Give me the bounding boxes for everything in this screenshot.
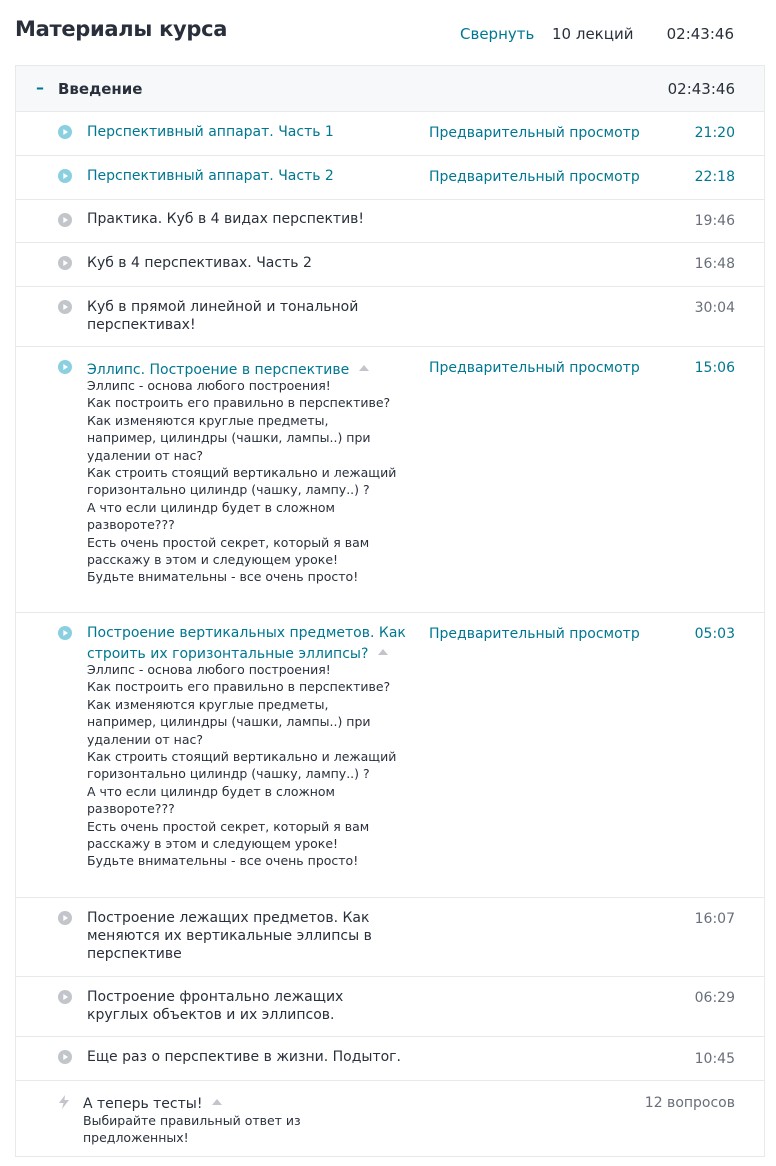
lecture-description: Эллипс - основа любого построения! Как построить его правильно в перспективе? Как изменяются круглые предметы, например, цилиндры (чашки, лампы..) при удалении от нас? Как строить стоящий вертикально и лежащий горизонтально цилиндр (чашку, лампу..) ? А что если цилиндр будет в сложном развороте??? Есть очень простой секрет, который я вам расскажу в этом и следующем уроке! Будьте внимательны - все очень просто! — [87, 662, 397, 869]
lecture-duration: 05:03 — [694, 626, 735, 642]
page-title: Материалы курса — [15, 17, 228, 41]
caret-up-icon[interactable] — [378, 642, 388, 660]
lecture-title: Построение лежащих предметов. Как меняются их вертикальные эллипсы в перспективе — [87, 910, 372, 962]
section-title: Введение — [58, 80, 143, 98]
lecture-title: Построение фронтально лежащих круглых объектов и их эллипсов. — [87, 989, 344, 1023]
caret-up-icon[interactable] — [212, 1093, 222, 1109]
lecture-row[interactable] — [16, 156, 764, 200]
play-circle-icon — [58, 300, 72, 314]
quiz-title-text[interactable]: А теперь тесты! — [83, 1096, 203, 1112]
lecture-row[interactable] — [16, 898, 764, 977]
lecture-row[interactable] — [16, 200, 764, 243]
lectures-count: 10 лекций — [552, 25, 634, 43]
play-circle-icon — [58, 256, 72, 270]
lecture-title: Куб в прямой линейной и тональной перспективах! — [87, 299, 359, 333]
play-circle-icon — [58, 1050, 72, 1064]
play-circle-icon — [58, 169, 72, 183]
lecture-title: Куб в 4 перспективах. Часть 2 — [87, 255, 312, 271]
section-panel — [15, 65, 765, 1157]
play-circle-icon — [58, 125, 72, 139]
lecture-title[interactable] — [87, 358, 417, 379]
lecture-title: Практика. Куб в 4 видах перспектив! — [87, 211, 365, 227]
lecture-duration: 30:04 — [694, 300, 735, 316]
lecture-duration: 21:20 — [694, 125, 735, 141]
lecture-duration: 15:06 — [694, 360, 735, 376]
preview-link[interactable]: Предварительный просмотр — [429, 125, 640, 141]
lecture-description: Эллипс - основа любого построения! Как построить его правильно в перспективе? Как изменяются круглые предметы, например, цилиндры (чашки, лампы..) при удалении от нас? Как строить стоящий вертикально и лежащий горизонтально цилиндр (чашку, лампу..) ? А что если цилиндр будет в сложном развороте??? Есть очень простой секрет, который я вам расскажу в этом и следующем уроке! Будьте внимательны - все очень просто! — [87, 378, 397, 585]
caret-up-icon[interactable] — [359, 358, 369, 376]
quiz-title[interactable] — [83, 1093, 222, 1112]
lecture-duration: 06:29 — [694, 990, 735, 1006]
lecture-duration: 19:46 — [694, 213, 735, 229]
quiz-question-count: 12 вопросов — [644, 1095, 735, 1111]
lecture-row-expanded[interactable] — [16, 613, 764, 898]
lecture-duration: 16:48 — [694, 256, 735, 272]
quiz-description: Выбирайте правильный ответ из предложенных! — [83, 1113, 301, 1145]
lecture-title: Еще раз о перспективе в жизни. Подытог. — [87, 1049, 401, 1065]
play-circle-icon — [58, 213, 72, 227]
section-header[interactable] — [16, 66, 764, 112]
lecture-row[interactable] — [16, 977, 764, 1037]
bolt-icon — [58, 1094, 70, 1108]
collapse-all-button[interactable]: Свернуть — [460, 25, 535, 43]
play-circle-icon — [58, 360, 72, 374]
preview-link[interactable]: Предварительный просмотр — [429, 169, 640, 185]
lecture-row[interactable] — [16, 287, 764, 347]
preview-link[interactable]: Предварительный просмотр — [429, 360, 640, 376]
preview-link[interactable]: Предварительный просмотр — [429, 626, 640, 642]
play-circle-icon — [58, 911, 72, 925]
lecture-title[interactable]: Перспективный аппарат. Часть 1 — [87, 124, 334, 140]
play-circle-icon — [58, 626, 72, 640]
section-toggle-icon[interactable]: – — [36, 78, 44, 97]
lecture-duration: 22:18 — [694, 169, 735, 185]
lecture-duration: 16:07 — [694, 911, 735, 927]
play-circle-icon — [58, 990, 72, 1004]
quiz-row[interactable] — [16, 1081, 764, 1156]
curriculum-header — [0, 0, 776, 62]
lecture-title[interactable]: Перспективный аппарат. Часть 2 — [87, 168, 334, 184]
total-duration: 02:43:46 — [666, 25, 734, 43]
lecture-title[interactable] — [87, 624, 407, 663]
section-duration: 02:43:46 — [667, 80, 735, 98]
lecture-title-text[interactable]: Построение вертикальных предметов. Как строить их горизонтальные эллипсы? — [87, 625, 406, 662]
lecture-row-expanded[interactable] — [16, 347, 764, 613]
lecture-row[interactable] — [16, 243, 764, 287]
lecture-row[interactable] — [16, 112, 764, 156]
lecture-duration: 10:45 — [694, 1051, 735, 1067]
lecture-title-text[interactable]: Эллипс. Построение в перспективе — [87, 362, 350, 378]
lecture-row[interactable] — [16, 1037, 764, 1081]
